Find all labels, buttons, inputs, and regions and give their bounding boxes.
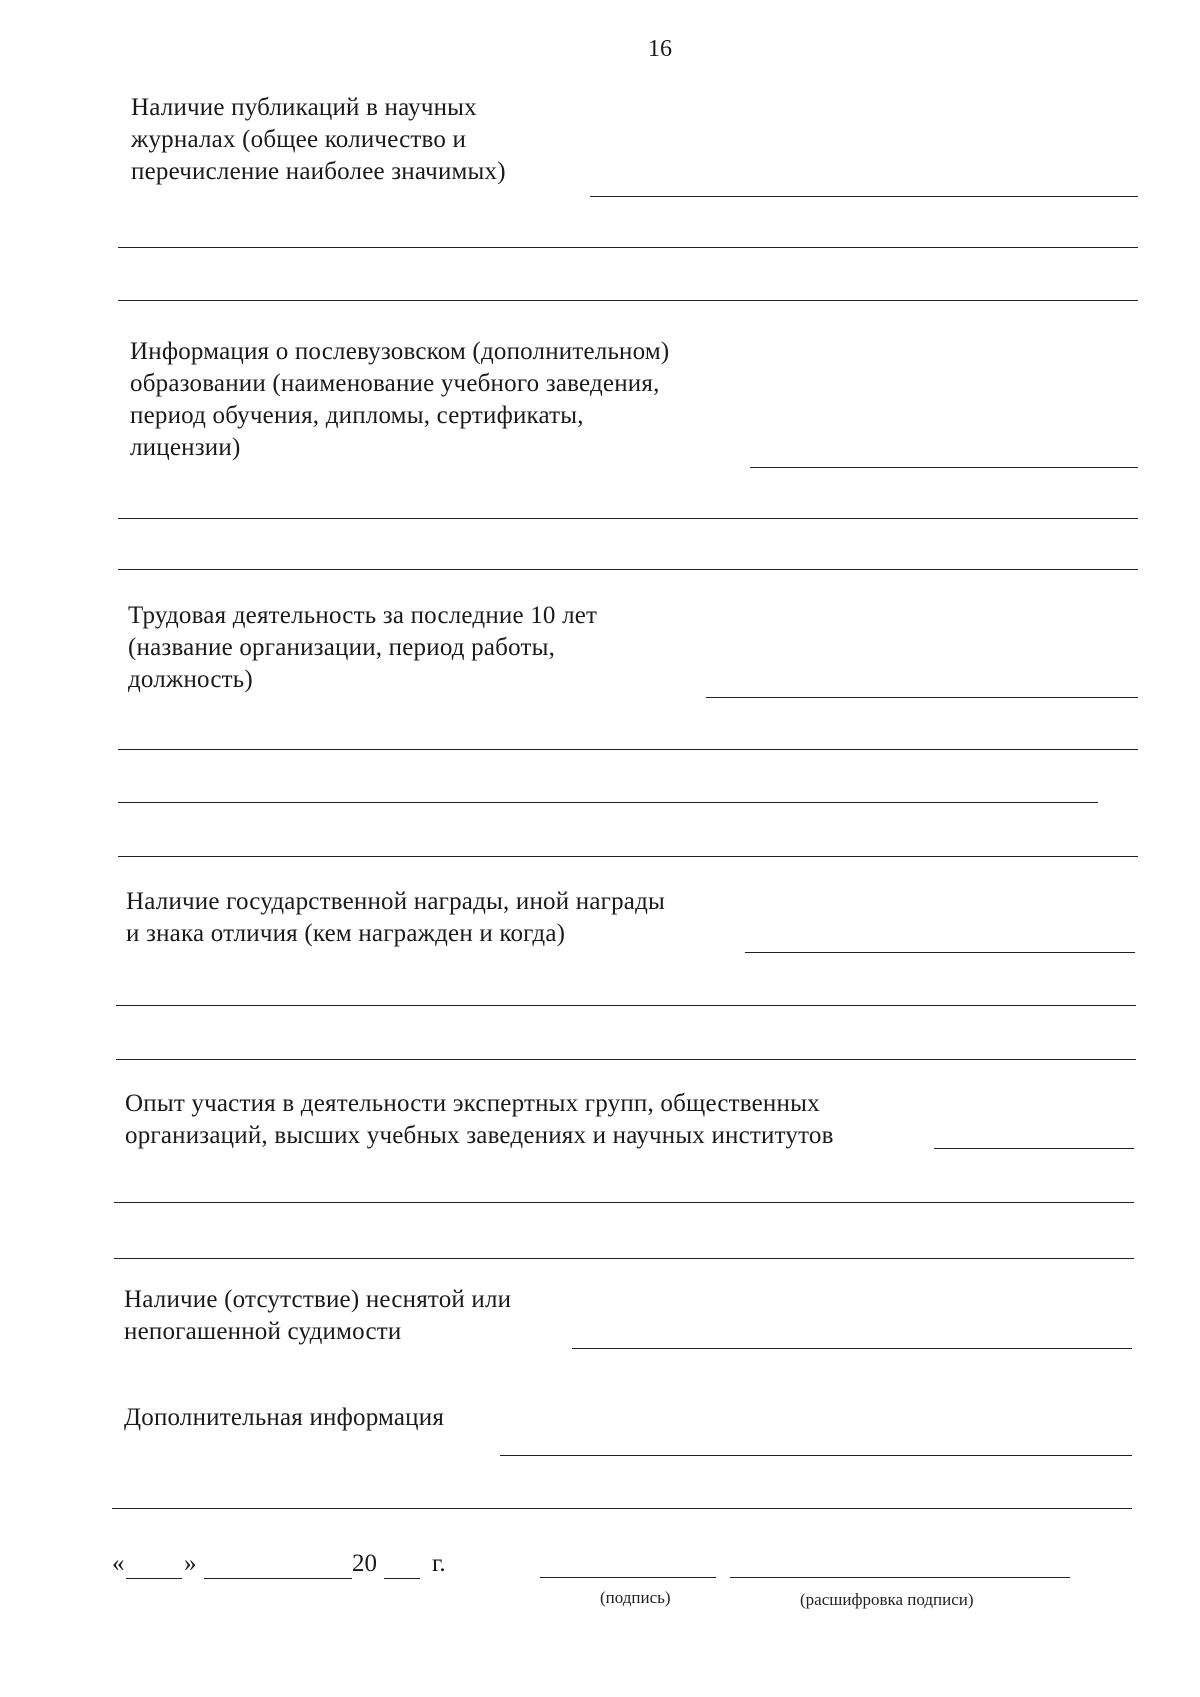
publications-answer-line[interactable] (118, 300, 1138, 301)
date-open-quote: « (112, 1550, 125, 1577)
criminal-record-answer-line[interactable] (572, 1348, 1132, 1349)
publications-label: Наличие публикаций в научных журналах (общее количество и перечисление наиболее значимых) (131, 94, 506, 185)
additional-info-answer-line[interactable] (500, 1455, 1132, 1456)
signature-decoding-field[interactable] (730, 1577, 1070, 1578)
postgraduate-answer-line[interactable] (750, 467, 1138, 468)
additional-info-label: Дополнительная информация (124, 1404, 445, 1431)
employment-label: Трудовая деятельность за последние 10 лет (название организации, период работы, должность) (128, 602, 598, 693)
postgraduate-answer-line[interactable] (118, 518, 1138, 519)
date-month-field[interactable] (204, 1578, 352, 1579)
date-year-suffix: г. (432, 1550, 446, 1577)
awards-label: Наличие государственной награды, иной награды и знака отличия (кем награжден и когда) (126, 888, 666, 947)
expert-experience-answer-line[interactable] (114, 1202, 1134, 1203)
signature-decoding-caption: (расшифровка подписи) (800, 1590, 974, 1609)
signature-field[interactable] (540, 1577, 716, 1578)
additional-info-answer-line[interactable] (112, 1508, 1132, 1509)
expert-experience-label: Опыт участия в деятельности экспертных групп, общественных организаций, высших учебных заведениях и научных институтов (125, 1090, 834, 1149)
postgraduate-answer-line[interactable] (118, 569, 1138, 570)
date-close-quote: » (184, 1550, 197, 1577)
date-year-field[interactable] (384, 1578, 420, 1579)
page-number: 16 (648, 36, 672, 62)
expert-experience-answer-line[interactable] (114, 1258, 1134, 1259)
employment-answer-line[interactable] (706, 697, 1138, 698)
publications-answer-line[interactable] (590, 196, 1138, 197)
date-year-prefix: 20 (352, 1550, 377, 1577)
signature-caption: (подпись) (600, 1588, 671, 1607)
date-day-field[interactable] (126, 1578, 182, 1579)
criminal-record-label: Наличие (отсутствие) неснятой или непогашенной судимости (124, 1286, 512, 1345)
awards-answer-line[interactable] (116, 1005, 1136, 1006)
awards-answer-line[interactable] (116, 1059, 1136, 1060)
awards-answer-line[interactable] (745, 952, 1135, 953)
employment-answer-line[interactable] (118, 749, 1138, 750)
expert-experience-answer-line[interactable] (934, 1148, 1134, 1149)
postgraduate-label: Информация о послевузовском (дополнительном) образовании (наименование учебного заведения, период обучения, дипломы, сертификаты, лицензии) (130, 338, 670, 461)
employment-answer-line[interactable] (118, 856, 1138, 857)
employment-answer-line[interactable] (118, 802, 1098, 803)
publications-answer-line[interactable] (118, 247, 1138, 248)
